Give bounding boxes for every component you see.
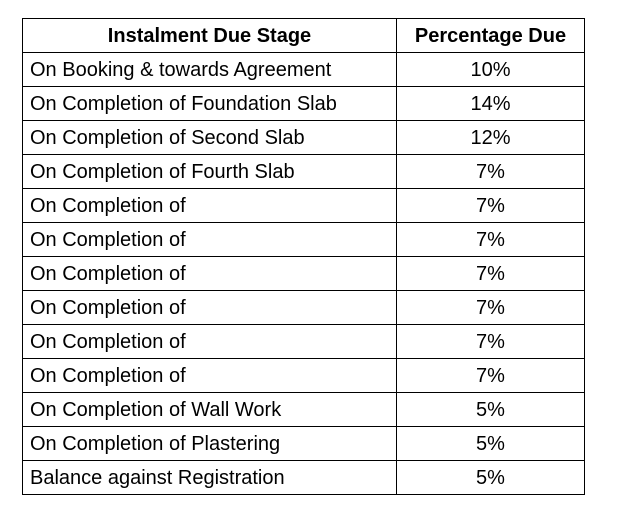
stage-cell: On Completion of	[23, 291, 397, 325]
percentage-cell: 5%	[397, 427, 585, 461]
table-row	[23, 223, 585, 257]
stage-cell: On Completion of	[23, 325, 397, 359]
percentage-cell: 12%	[397, 121, 585, 155]
percentage-cell: 7%	[397, 359, 585, 393]
percentage-cell: 5%	[397, 393, 585, 427]
stage-cell: On Completion of	[23, 189, 397, 223]
table-row	[23, 461, 585, 495]
percentage-cell: 10%	[397, 53, 585, 87]
table-row	[23, 121, 585, 155]
percentage-cell: 5%	[397, 461, 585, 495]
table-row	[23, 359, 585, 393]
percentage-cell: 7%	[397, 155, 585, 189]
percentage-cell: 7%	[397, 223, 585, 257]
table-row	[23, 427, 585, 461]
stage-cell: On Booking & towards Agreement	[23, 53, 397, 87]
stage-cell: On Completion of Fourth Slab	[23, 155, 397, 189]
stage-cell: On Completion of Wall Work	[23, 393, 397, 427]
stage-cell: Balance against Registration	[23, 461, 397, 495]
header-percentage-due: Percentage Due	[397, 19, 585, 53]
percentage-cell: 7%	[397, 325, 585, 359]
header-instalment-stage: Instalment Due Stage	[23, 19, 397, 53]
percentage-cell: 7%	[397, 291, 585, 325]
table-row	[23, 155, 585, 189]
stage-cell: On Completion of Plastering	[23, 427, 397, 461]
table-row	[23, 325, 585, 359]
table-row	[23, 87, 585, 121]
percentage-cell: 7%	[397, 189, 585, 223]
table-row	[23, 393, 585, 427]
payment-schedule-table	[22, 18, 585, 495]
percentage-cell: 7%	[397, 257, 585, 291]
table-row	[23, 257, 585, 291]
stage-cell: On Completion of	[23, 223, 397, 257]
stage-cell: On Completion of Foundation Slab	[23, 87, 397, 121]
percentage-cell: 14%	[397, 87, 585, 121]
table-row	[23, 53, 585, 87]
stage-cell: On Completion of Second Slab	[23, 121, 397, 155]
table-row	[23, 189, 585, 223]
table-header-row	[23, 19, 585, 53]
table-row	[23, 291, 585, 325]
stage-cell: On Completion of	[23, 257, 397, 291]
stage-cell: On Completion of	[23, 359, 397, 393]
